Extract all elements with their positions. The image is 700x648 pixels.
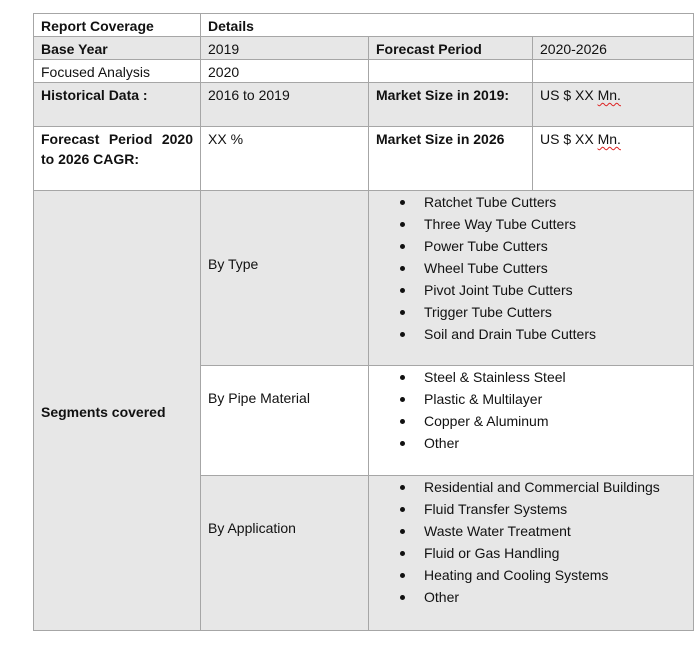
market-size-2026-label: Market Size in 2026: [369, 127, 533, 191]
segments-covered-label: Segments covered: [34, 191, 201, 631]
list-item: Soil and Drain Tube Cutters: [376, 323, 686, 345]
market-size-2019-prefix: US $ XX: [540, 87, 598, 103]
segment-application-items: [369, 476, 694, 631]
empty-cell: [533, 60, 694, 83]
historical-data-label: Historical Data :: [34, 83, 201, 127]
market-size-2026-prefix: US $ XX: [540, 131, 598, 147]
list-item: Residential and Commercial Buildings: [376, 476, 686, 498]
list-item: Heating and Cooling Systems: [376, 564, 686, 586]
forecast-period-label: Forecast Period: [369, 37, 533, 60]
segment-material-name: By Pipe Material: [201, 366, 369, 476]
list-item: Waste Water Treatment: [376, 520, 686, 542]
market-size-2019-label: Market Size in 2019:: [369, 83, 533, 127]
list-item: Wheel Tube Cutters: [376, 257, 686, 279]
base-year-label: Base Year: [34, 37, 201, 60]
market-size-2019-value: [533, 83, 694, 127]
header-report-coverage: Report Coverage: [34, 14, 201, 37]
list-item: Other: [376, 432, 686, 454]
list-item: Pivot Joint Tube Cutters: [376, 279, 686, 301]
spellcheck-mn: Mn.: [597, 131, 621, 147]
focused-analysis-label: Focused Analysis: [34, 60, 201, 83]
material-list: [376, 366, 686, 454]
list-item: Three Way Tube Cutters: [376, 213, 686, 235]
list-item: Trigger Tube Cutters: [376, 301, 686, 323]
list-item: Power Tube Cutters: [376, 235, 686, 257]
segment-application-name: By Application: [201, 476, 369, 631]
report-coverage-table: [33, 13, 694, 631]
list-item: Fluid or Gas Handling: [376, 542, 686, 564]
row-base-year: [34, 37, 694, 60]
empty-cell: [369, 60, 533, 83]
market-size-2026-value: [533, 127, 694, 191]
segment-type-items: [369, 191, 694, 366]
cagr-label: Forecast Period 2020 to 2026 CAGR:: [34, 127, 201, 191]
segment-material-items: [369, 366, 694, 476]
row-focused-analysis: [34, 60, 694, 83]
forecast-period-value: 2020-2026: [533, 37, 694, 60]
header-details: Details: [201, 14, 694, 37]
base-year-value: 2019: [201, 37, 369, 60]
type-list: [376, 191, 686, 345]
list-item: Ratchet Tube Cutters: [376, 191, 686, 213]
cagr-value: XX %: [201, 127, 369, 191]
row-historical-data: [34, 83, 694, 127]
list-item: Other: [376, 586, 686, 608]
list-item: Plastic & Multilayer: [376, 388, 686, 410]
list-item: Copper & Aluminum: [376, 410, 686, 432]
header-row: [34, 14, 694, 37]
list-item: Fluid Transfer Systems: [376, 498, 686, 520]
row-cagr: [34, 127, 694, 191]
list-item: Steel & Stainless Steel: [376, 366, 686, 388]
segment-type-name: By Type: [201, 191, 369, 366]
application-list: [376, 476, 686, 608]
historical-data-value: 2016 to 2019: [201, 83, 369, 127]
focused-analysis-value: 2020: [201, 60, 369, 83]
row-segment-type: [34, 191, 694, 366]
spellcheck-mn: Mn.: [597, 87, 621, 103]
